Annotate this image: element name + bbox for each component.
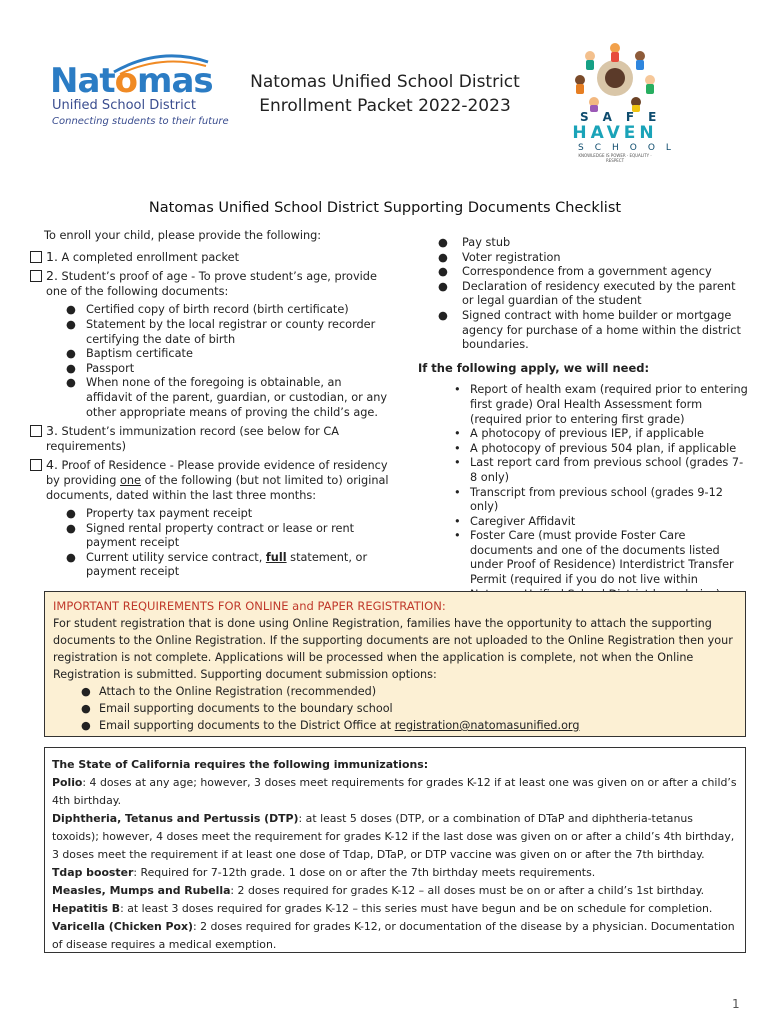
registration-email-link[interactable]: registration@natomasunified.org bbox=[394, 719, 580, 732]
list-item: ● Signed contract with home builder or mortgage agency for purchase of a home within the district boundaries. bbox=[438, 308, 741, 352]
important-title: IMPORTANT REQUIREMENTS FOR ONLINE and PAPER REGISTRATION: bbox=[53, 599, 446, 613]
natomas-logo bbox=[50, 52, 229, 130]
page-number: 1 bbox=[732, 997, 740, 1011]
safe-haven-logo bbox=[570, 42, 682, 163]
proof-of-age-list bbox=[64, 303, 390, 420]
list-item: ● Voter registration bbox=[438, 250, 561, 264]
mmr-requirement: Measles, Mumps and Rubella: 2 doses required for grades K-12 – all doses must be on or after a child’s 1st birthday. bbox=[52, 884, 705, 897]
right-column bbox=[418, 236, 748, 602]
header-title-line1: Natomas Unified School District bbox=[250, 72, 520, 92]
list-item: ● Signed rental property contract or lease or rent payment receipt bbox=[66, 521, 355, 550]
list-item: • A photocopy of previous 504 plan, if applicable bbox=[454, 441, 737, 455]
haven-text: HAVEN bbox=[572, 123, 658, 143]
children-circle-icon bbox=[570, 42, 660, 112]
header-title bbox=[220, 70, 550, 118]
checkbox-icon[interactable] bbox=[30, 459, 42, 471]
if-apply-heading: If the following apply, we will need: bbox=[418, 360, 650, 375]
logo-wordmark: Natomas bbox=[50, 61, 213, 101]
list-item: ● Statement by the local registrar or county recorder certifying the date of birth bbox=[66, 317, 376, 346]
list-item: ● Current utility service contract, full statement, or payment receipt bbox=[66, 550, 368, 579]
submission-options-list bbox=[81, 683, 737, 734]
checklist-item-2: 2. Student’s proof of age - To prove student’s age, provide one of the following documents: bbox=[30, 269, 390, 299]
immunizations-box bbox=[44, 747, 746, 953]
checkbox-icon[interactable] bbox=[30, 425, 42, 437]
checklist-item-4: 4. Proof of Residence - Please provide evidence of residency by providing one of the following (but not limited to) original documents, dated within the last three months: bbox=[30, 458, 390, 503]
list-item: ● Passport bbox=[66, 361, 135, 375]
intro-text: To enroll your child, please provide the following: bbox=[44, 229, 322, 242]
safe-haven-motto: KNOWLEDGE IS POWER · EQUALITY · RESPECT bbox=[578, 153, 652, 163]
list-item: • Caregiver Affidavit bbox=[454, 514, 576, 528]
logo-subtitle: Unified School District bbox=[52, 98, 196, 113]
hepb-requirement: Hepatitis B: at least 3 doses required for grades K-12 – this series must have begun and be on schedule for completion. bbox=[52, 902, 713, 915]
list-item: ● Attach to the Online Registration (recommended) bbox=[81, 685, 377, 698]
left-column bbox=[30, 229, 390, 580]
list-item: ● Email supporting documents to the boundary school bbox=[81, 702, 393, 715]
list-item: ● Declaration of residency executed by the parent or legal guardian of the student bbox=[438, 279, 736, 308]
logo-tagline: Connecting students to their future bbox=[52, 116, 229, 127]
list-item: ● Baptism certificate bbox=[66, 347, 193, 361]
list-item: • Transcript from previous school (grades 9-12 only) bbox=[454, 485, 723, 514]
dtp-requirement: Diphtheria, Tetanus and Pertussis (DTP): at least 5 doses (DTP, or a combination of DTaP and diphtheria-tetanus toxoids); however, 4 doses meet the requirement for grades K-12 if the last dose was given on or after a child’s 4th birthday, 3 doses meet the requirement if at least one dose of Tdap, DTaP, or DTP vaccine was given on or after the 7th birthday. bbox=[52, 812, 735, 861]
checklist-title: Natomas Unified School District Supporting Documents Checklist bbox=[148, 200, 622, 216]
list-item: ● Property tax payment receipt bbox=[66, 507, 253, 521]
varicella-requirement: Varicella (Chicken Pox): 2 doses required for grades K-12, or documentation of the disease by a physician. Documentation of disease requires a medical exemption. bbox=[52, 920, 735, 951]
checkbox-icon[interactable] bbox=[30, 251, 42, 263]
list-item: ● Pay stub bbox=[438, 236, 511, 249]
checkbox-icon[interactable] bbox=[30, 270, 42, 282]
list-item: ● When none of the foregoing is obtainable, an affidavit of the parent, guardian, or custodian, or any other appropriate means of proving the child’s age. bbox=[66, 376, 388, 419]
list-item: ● Email supporting documents to the District Office at registration@natomasunified.org bbox=[81, 719, 580, 732]
school-text: SCHOOL bbox=[578, 143, 682, 153]
checklist-item-3: 3. Student’s immunization record (see below for CA requirements) bbox=[30, 424, 390, 454]
list-item: • A photocopy of previous IEP, if applicable bbox=[454, 427, 704, 441]
proof-of-residence-list bbox=[64, 507, 390, 580]
list-item: ● Correspondence from a government agency bbox=[438, 265, 712, 279]
polio-requirement: Polio: 4 doses at any age; however, 3 doses meet requirements for grades K-12 if at least one was given on or after a child’s 4th birthday. bbox=[52, 776, 737, 807]
list-item: • Report of health exam (required prior to entering first grade) Oral Health Assessment form (required prior to entering first grade) bbox=[454, 383, 748, 426]
list-item: ● Certified copy of birth record (birth certificate) bbox=[66, 303, 349, 317]
tdap-requirement: Tdap booster: Required for 7-12th grade. 1 dose on or after the 7th birthday meets requirements. bbox=[52, 866, 596, 879]
list-item: • Foster Care (must provide Foster Care documents and one of the documents listed under Proof of Residence) Interdistrict Transfer Permit (required if you do not live within bbox=[454, 529, 734, 587]
residence-continued-list bbox=[418, 236, 748, 353]
safe-haven-wordmark bbox=[570, 110, 682, 163]
header-title-line2: Enrollment Packet 2022-2023 bbox=[259, 96, 511, 116]
checklist-item-1: 1. A completed enrollment packet bbox=[30, 250, 390, 266]
immunizations-title: The State of California requires the following immunizations: bbox=[52, 758, 429, 771]
list-item: • Last report card from previous school (grades 7-8 only) bbox=[454, 456, 744, 484]
safe-text: SAFE bbox=[580, 110, 671, 124]
important-body: For student registration that is done using Online Registration, families have the opportunity to attach the supporting documents to the Online Registration. If the supporting documents are not uploaded to the Online Registration then your registration is not complete. Applications will be processed when the application is complete, not when the Online Registration is submitted. Supporting document submission options: bbox=[53, 617, 733, 681]
important-requirements-box bbox=[44, 591, 746, 737]
if-apply-list bbox=[418, 383, 748, 602]
